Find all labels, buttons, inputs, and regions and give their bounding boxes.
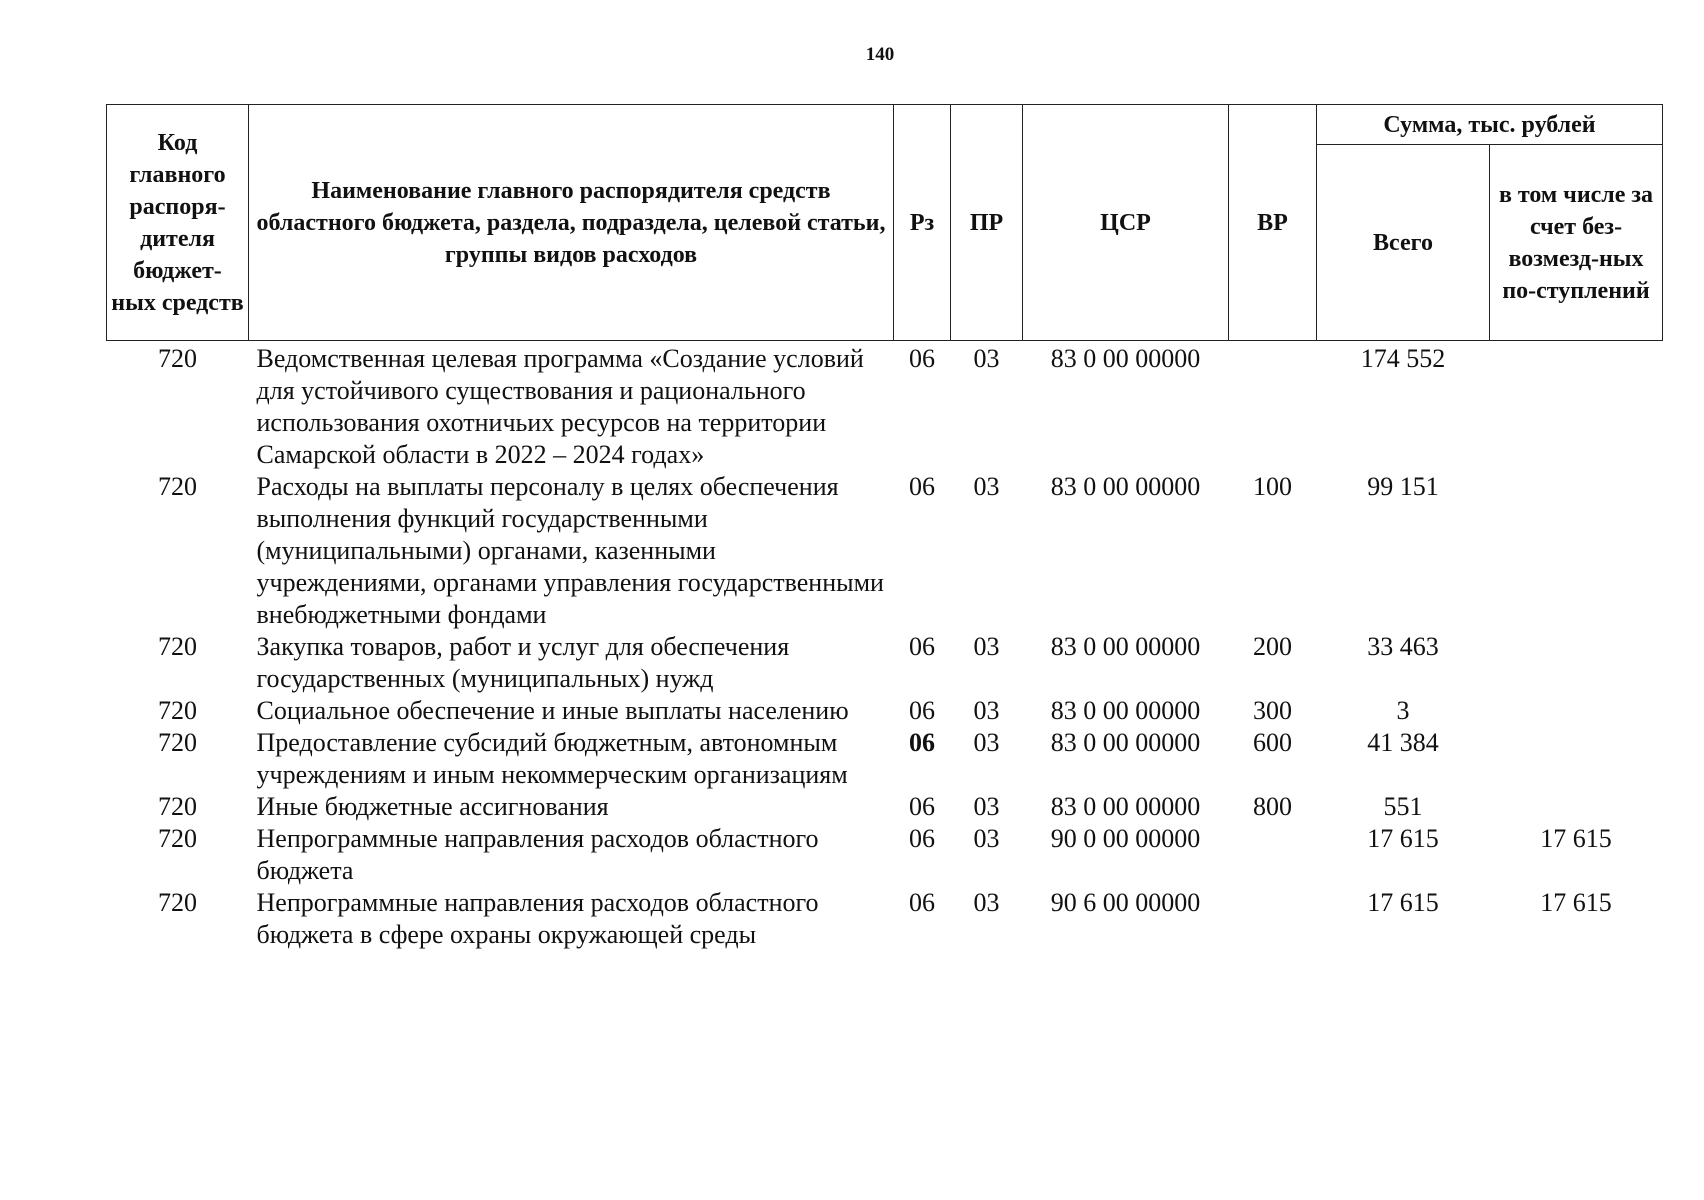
cell-name: Непрограммные направления расходов областного бюджета в сфере охраны окружающей среды — [256, 888, 819, 949]
table-row — [107, 695, 1663, 727]
cell-rz: 06 — [909, 472, 935, 501]
cell-kod: 720 — [158, 344, 197, 373]
header-total: Всего — [1317, 145, 1490, 341]
cell-vr — [1229, 887, 1317, 951]
cell-vr — [1229, 341, 1317, 472]
cell-csr: 83 0 00 00000 — [1050, 728, 1201, 757]
cell-rz: 06 — [909, 632, 935, 661]
cell-pr: 03 — [973, 344, 1000, 373]
header-csr: ЦСР — [1023, 105, 1229, 341]
cell-kod: 720 — [158, 824, 197, 853]
cell-total: 99 151 — [1367, 472, 1439, 501]
cell-kod: 720 — [158, 888, 197, 917]
cell-name: Непрограммные направления расходов областного бюджета — [256, 824, 819, 885]
table-row — [107, 471, 1663, 631]
header-rz: Рз — [894, 105, 951, 341]
cell-kod: 720 — [158, 472, 197, 501]
cell-vr: 100 — [1253, 472, 1292, 501]
cell-total: 3 — [1396, 696, 1410, 725]
cell-name: Предоставление субсидий бюджетным, автономным учреждениям и иным некоммерческим организациям — [256, 728, 848, 789]
table-row — [107, 727, 1663, 791]
cell-total: 41 384 — [1367, 728, 1439, 757]
cell-vr: 300 — [1253, 696, 1292, 725]
cell-name: Ведомственная целевая программа «Создание условий для устойчивого существования и рационального использования охотничьих ресурсов на территории Самарской области в 2022 – 2024 годах» — [256, 344, 864, 469]
cell-total: 551 — [1383, 792, 1423, 821]
cell-pr: 03 — [973, 792, 1000, 821]
table-row — [107, 631, 1663, 695]
cell-csr: 83 0 00 00000 — [1050, 792, 1201, 821]
cell-kod: 720 — [158, 728, 197, 757]
table-row — [107, 887, 1663, 951]
page-number: 140 — [865, 44, 895, 65]
cell-name: Социальное обеспечение и иные выплаты населению — [256, 696, 849, 725]
table-row — [107, 791, 1663, 823]
cell-vr: 600 — [1253, 728, 1292, 757]
cell-free — [1490, 341, 1663, 472]
cell-total: 33 463 — [1367, 632, 1439, 661]
cell-csr: 90 6 00 00000 — [1050, 888, 1201, 917]
cell-name: Иные бюджетные ассигнования — [256, 792, 609, 821]
cell-pr: 03 — [973, 824, 1000, 853]
cell-csr: 83 0 00 00000 — [1050, 696, 1201, 725]
cell-free — [1490, 791, 1663, 823]
cell-free — [1490, 695, 1663, 727]
header-sum: Сумма, тыс. рублей — [1317, 105, 1663, 145]
cell-name: Закупка товаров, работ и услуг для обеспечения государственных (муниципальных) нужд — [256, 632, 790, 693]
cell-vr: 200 — [1253, 632, 1292, 661]
header-free: в том числе за счет без-возмезд-ных по-ступлений — [1490, 145, 1663, 341]
table-row — [107, 823, 1663, 887]
cell-free: 17 615 — [1540, 888, 1612, 917]
cell-rz: 06 — [909, 824, 935, 853]
cell-rz: 06 — [909, 888, 935, 917]
cell-kod: 720 — [158, 696, 197, 725]
cell-rz: 06 — [909, 344, 935, 373]
header-kod: Код главного распоря-дителя бюджет-ных средств — [107, 105, 249, 341]
header-pr: ПР — [951, 105, 1023, 341]
cell-total: 17 615 — [1367, 888, 1439, 917]
table-header — [107, 105, 1663, 341]
cell-csr: 83 0 00 00000 — [1050, 632, 1201, 661]
cell-pr: 03 — [973, 728, 1000, 757]
cell-kod: 720 — [158, 792, 197, 821]
cell-pr: 03 — [973, 888, 1000, 917]
header-name: Наименование главного распорядителя средств областного бюджета, раздела, подраздела, целевой статьи, группы видов расходов — [249, 105, 894, 341]
cell-total: 17 615 — [1367, 824, 1439, 853]
cell-vr — [1229, 823, 1317, 887]
header-vr: ВР — [1229, 105, 1317, 341]
cell-free: 17 615 — [1540, 824, 1612, 853]
table-body — [107, 341, 1663, 952]
cell-pr: 03 — [973, 632, 1000, 661]
cell-rz: 06 — [909, 728, 935, 757]
cell-csr: 83 0 00 00000 — [1050, 472, 1201, 501]
cell-free — [1490, 727, 1663, 791]
budget-table — [106, 104, 1663, 951]
cell-name: Расходы на выплаты персоналу в целях обеспечения выполнения функций государственными (муниципальными) органами, казенными учреждениями, органами управления государственными внебюджетными фондами — [256, 472, 884, 629]
cell-vr: 800 — [1253, 792, 1292, 821]
cell-pr: 03 — [973, 472, 1000, 501]
cell-rz: 06 — [909, 792, 935, 821]
table-row — [107, 341, 1663, 472]
cell-csr: 83 0 00 00000 — [1050, 344, 1201, 373]
cell-rz: 06 — [909, 696, 935, 725]
cell-free — [1490, 631, 1663, 695]
cell-csr: 90 0 00 00000 — [1050, 824, 1201, 853]
cell-free — [1490, 471, 1663, 631]
cell-kod: 720 — [158, 632, 197, 661]
cell-total: 174 552 — [1360, 344, 1446, 373]
cell-pr: 03 — [973, 696, 1000, 725]
